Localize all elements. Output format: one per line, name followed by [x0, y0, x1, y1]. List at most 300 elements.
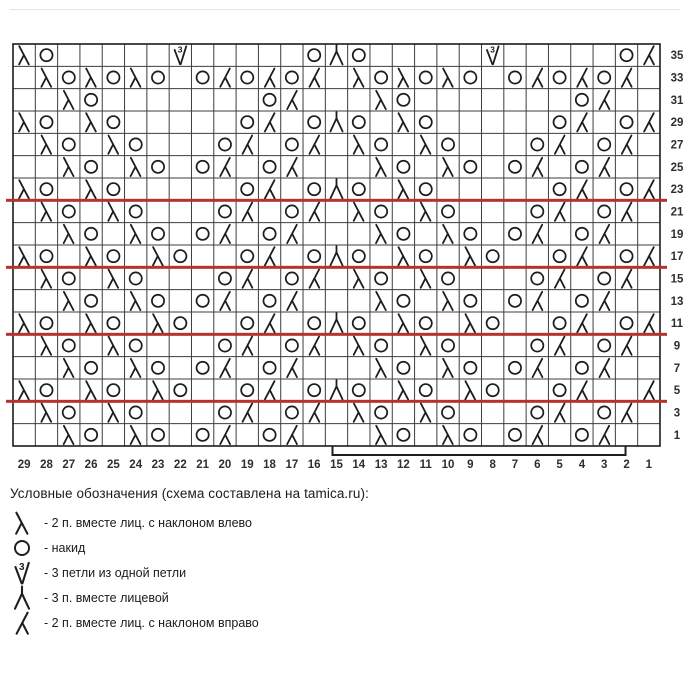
yarn-over-circle-glyph — [219, 272, 231, 284]
lambda-left-decrease-glyph — [443, 359, 453, 377]
three-together-spike-glyph — [330, 313, 342, 332]
yarn-over-circle-glyph — [219, 406, 231, 418]
yarn-over-circle-glyph — [620, 250, 632, 262]
lambda-left-decrease-glyph — [19, 381, 29, 399]
yarn-over-circle-glyph — [576, 429, 588, 441]
lambda-left-decrease-glyph — [153, 381, 163, 399]
lambda-right-decrease-glyph — [17, 612, 28, 633]
legend-item-label: - 2 п. вместе лиц. с наклоном влево — [44, 515, 253, 530]
lambda-right-decrease-glyph — [309, 269, 319, 287]
lambda-right-decrease-glyph — [220, 359, 230, 377]
chart-symbols — [19, 44, 654, 444]
yarn-over-circle-glyph — [553, 71, 565, 83]
yarn-over-circle-glyph — [241, 250, 253, 262]
yarn-over-circle-glyph — [576, 161, 588, 173]
yarn-over-circle-glyph — [85, 362, 97, 374]
lambda-right-decrease-glyph — [622, 403, 632, 421]
yarn-over-circle-glyph — [286, 71, 298, 83]
lambda-left-decrease-glyph — [354, 269, 364, 287]
lambda-right-decrease-glyph — [622, 202, 632, 220]
lambda-right-decrease-glyph — [243, 202, 253, 220]
yarn-over-circle-glyph — [85, 295, 97, 307]
k2tog-left-icon — [10, 510, 44, 536]
lambda-right-decrease-glyph — [220, 225, 230, 243]
yarn-over-circle-glyph — [487, 250, 499, 262]
v-with-3 — [10, 560, 38, 586]
k3tog-icon — [10, 585, 44, 611]
lambda-left-decrease-glyph — [86, 314, 96, 332]
column-number: 18 — [263, 458, 276, 471]
lambda-right-decrease-glyph — [265, 113, 275, 131]
lambda-right-decrease-glyph — [287, 225, 297, 243]
yarn-over-circle-glyph — [553, 250, 565, 262]
yarn-over-circle-glyph — [152, 429, 164, 441]
yarn-over-circle-glyph — [553, 317, 565, 329]
lambda-left-decrease-glyph — [108, 269, 118, 287]
yarn-over-circle-glyph — [152, 228, 164, 240]
legend-item-label: - накид — [44, 540, 86, 555]
row-numbers — [671, 50, 684, 442]
yarn-over-circle-glyph — [308, 317, 320, 329]
lambda-right-decrease-glyph — [577, 247, 587, 265]
lambda-left-decrease-glyph — [19, 46, 29, 64]
yarn-over-circle-glyph — [420, 317, 432, 329]
lambda-left-decrease-glyph — [86, 113, 96, 131]
column-number: 9 — [467, 458, 474, 471]
yarn-over-circle-glyph — [420, 71, 432, 83]
yarn-over-circle-glyph — [152, 161, 164, 173]
column-number: 8 — [489, 458, 496, 471]
column-number: 27 — [62, 458, 76, 471]
yarn-over-circle-glyph — [241, 317, 253, 329]
lambda-right-decrease-glyph — [622, 336, 632, 354]
svg-text:3: 3 — [490, 44, 495, 55]
v-with-3-glyph — [487, 44, 499, 64]
column-number: 1 — [645, 458, 653, 471]
lambda-right-decrease-glyph — [644, 314, 654, 332]
yarn-over-circle-glyph — [442, 339, 454, 351]
yarn-over-circle-glyph — [598, 406, 610, 418]
yarn-over-circle-glyph — [487, 384, 499, 396]
legend-item — [10, 510, 570, 535]
lambda-left-decrease-glyph — [354, 336, 364, 354]
three-from-one-icon — [10, 560, 44, 586]
k2tog-right-icon — [10, 610, 44, 636]
legend-item — [10, 560, 570, 585]
yarn-over-circle-glyph — [152, 295, 164, 307]
yarn-over-circle-glyph — [152, 71, 164, 83]
column-number: 22 — [173, 458, 187, 471]
column-number: 11 — [419, 458, 432, 471]
column-number: 12 — [397, 458, 410, 471]
yarn-over-circle-glyph — [464, 295, 476, 307]
yarn-over-circle-glyph — [397, 161, 409, 173]
lambda-right-decrease-glyph — [243, 269, 253, 287]
yarn-over-circle-glyph — [63, 205, 75, 217]
yarn-over-circle-glyph — [197, 362, 209, 374]
yarn-over-circle-glyph — [219, 138, 231, 150]
yarn-over-circle-glyph — [442, 406, 454, 418]
yarn-over-circle-glyph — [308, 116, 320, 128]
yarn-over-circle-glyph — [263, 228, 275, 240]
yarn-over-circle-glyph — [598, 339, 610, 351]
yarn-over-circle-glyph — [531, 272, 543, 284]
yarn-over-circle-glyph — [353, 183, 365, 195]
lambda-left-decrease-glyph — [108, 403, 118, 421]
column-number: 14 — [352, 458, 366, 471]
yarn-over-circle-glyph — [130, 272, 142, 284]
yarn-over-circle-glyph — [63, 71, 75, 83]
lambda-left-decrease-glyph — [86, 247, 96, 265]
column-number: 10 — [441, 458, 455, 471]
yarn-over-circle-glyph — [620, 116, 632, 128]
row-number: 13 — [670, 295, 684, 308]
lambda-right-decrease-glyph — [309, 202, 319, 220]
yarn-over-circle-glyph — [375, 71, 387, 83]
lambda-left-decrease-glyph — [41, 403, 51, 421]
yarn-over-circle-glyph — [263, 429, 275, 441]
lambda-right-decrease-glyph — [622, 68, 632, 86]
yarn-over-circle-glyph — [531, 205, 543, 217]
lambda-right-decrease-glyph — [220, 158, 230, 176]
lambda-left-decrease-glyph — [41, 336, 51, 354]
yarn-over-circle-glyph — [353, 49, 365, 61]
column-number: 7 — [511, 458, 519, 471]
lambda-right-decrease-glyph — [600, 158, 610, 176]
column-number: 17 — [285, 458, 299, 471]
yarn-over-circle-glyph — [464, 429, 476, 441]
legend — [10, 486, 570, 635]
yarn-over-circle-glyph — [286, 272, 298, 284]
lambda-left-decrease-glyph — [398, 180, 408, 198]
lambda-left-decrease-glyph — [64, 225, 74, 243]
lambda-left-decrease-glyph — [86, 68, 96, 86]
legend-item — [10, 585, 570, 610]
yarn-over-circle-glyph — [620, 183, 632, 195]
lambda-right-decrease — [10, 610, 38, 636]
lambda-left-decrease-glyph — [131, 426, 141, 444]
row-number: 15 — [670, 273, 684, 286]
lambda-left-decrease-glyph — [41, 202, 51, 220]
yarn-over-circle-glyph — [40, 116, 52, 128]
lambda-left-decrease-glyph — [153, 314, 163, 332]
lambda-left-decrease-glyph — [354, 403, 364, 421]
lambda-right-decrease-glyph — [600, 91, 610, 109]
lambda-left-decrease-glyph — [376, 158, 386, 176]
three-together-spike-glyph — [330, 246, 342, 265]
legend-item — [10, 535, 570, 560]
yarn-over-circle-glyph — [197, 228, 209, 240]
yarn-over-circle-glyph — [464, 71, 476, 83]
yarn-over-circle-glyph — [308, 384, 320, 396]
lambda-left-decrease-glyph — [421, 135, 431, 153]
yarn-over-circle-glyph — [63, 339, 75, 351]
yarn-over-circle-glyph — [197, 161, 209, 173]
column-number: 20 — [218, 458, 232, 471]
yarn-over-circle-glyph — [598, 138, 610, 150]
lambda-left-decrease-glyph — [64, 91, 74, 109]
lambda-left-decrease — [10, 510, 38, 536]
lambda-left-decrease-glyph — [376, 91, 386, 109]
yarn-over-circle-glyph — [63, 272, 75, 284]
legend-item-label: - 2 п. вместе лиц. с наклоном вправо — [44, 615, 259, 630]
lambda-right-decrease-glyph — [265, 68, 275, 86]
yarn-over-circle-glyph — [531, 339, 543, 351]
lambda-right-decrease-glyph — [600, 359, 610, 377]
three-together-spike-glyph — [330, 45, 342, 64]
red-line — [6, 266, 667, 269]
yarn-over-circle-glyph — [40, 384, 52, 396]
yarn-over-circle — [10, 535, 38, 561]
yarn-over-circle-glyph — [85, 429, 97, 441]
yarn-over-circle-glyph — [397, 362, 409, 374]
lambda-left-decrease-glyph — [421, 403, 431, 421]
three-together-spike-glyph — [15, 586, 29, 608]
yarn-over-circle-glyph — [442, 138, 454, 150]
yarn-over-circle-glyph — [197, 429, 209, 441]
lambda-right-decrease-glyph — [309, 403, 319, 421]
yarn-over-circle-glyph — [464, 362, 476, 374]
column-number: 28 — [40, 458, 53, 471]
lambda-right-decrease-glyph — [555, 336, 565, 354]
yarn-over-circle-glyph — [420, 250, 432, 262]
lambda-right-decrease-glyph — [309, 336, 319, 354]
lambda-right-decrease-glyph — [243, 403, 253, 421]
lambda-left-decrease-glyph — [64, 292, 74, 310]
yarn-over-icon — [10, 535, 44, 561]
lambda-right-decrease-glyph — [644, 247, 654, 265]
yarn-over-circle-glyph — [286, 406, 298, 418]
yarn-over-circle-glyph — [598, 272, 610, 284]
lambda-left-decrease-glyph — [465, 381, 475, 399]
yarn-over-circle-glyph — [509, 429, 521, 441]
lambda-left-decrease-glyph — [131, 292, 141, 310]
yarn-over-circle-glyph — [308, 183, 320, 195]
lambda-left-decrease-glyph — [41, 68, 51, 86]
svg-text:3: 3 — [19, 561, 25, 573]
lambda-right-decrease-glyph — [644, 381, 654, 399]
red-repeat-lines — [6, 199, 667, 403]
yarn-over-circle-glyph — [85, 94, 97, 106]
yarn-over-circle-glyph — [420, 384, 432, 396]
yarn-over-circle-glyph — [509, 295, 521, 307]
yarn-over-circle-glyph — [598, 205, 610, 217]
lambda-right-decrease-glyph — [533, 292, 543, 310]
yarn-over-circle-glyph — [375, 406, 387, 418]
lambda-right-decrease-glyph — [243, 336, 253, 354]
yarn-over-circle-glyph — [152, 362, 164, 374]
yarn-over-circle-glyph — [40, 183, 52, 195]
lambda-left-decrease-glyph — [376, 359, 386, 377]
red-line — [6, 400, 667, 403]
yarn-over-circle-glyph — [353, 384, 365, 396]
yarn-over-circle-glyph — [375, 138, 387, 150]
red-line — [6, 333, 667, 336]
lambda-right-decrease-glyph — [644, 113, 654, 131]
v-with-3-glyph — [175, 44, 187, 64]
yarn-over-circle-glyph — [219, 339, 231, 351]
yarn-over-circle-glyph — [553, 384, 565, 396]
row-number: 31 — [670, 94, 684, 107]
row-number: 11 — [670, 318, 684, 331]
yarn-over-circle-glyph — [620, 317, 632, 329]
lambda-right-decrease-glyph — [220, 426, 230, 444]
lambda-right-decrease-glyph — [577, 314, 587, 332]
lambda-right-decrease-glyph — [309, 68, 319, 86]
yarn-over-circle-glyph — [531, 406, 543, 418]
lambda-right-decrease-glyph — [220, 68, 230, 86]
yarn-over-circle-glyph — [442, 205, 454, 217]
column-number: 24 — [129, 458, 143, 471]
yarn-over-circle-glyph — [241, 183, 253, 195]
lambda-right-decrease-glyph — [555, 269, 565, 287]
yarn-over-circle-glyph — [174, 384, 186, 396]
yarn-over-circle-glyph — [174, 317, 186, 329]
lambda-right-decrease-glyph — [622, 135, 632, 153]
three-together-spike-glyph — [330, 112, 342, 131]
yarn-over-circle-glyph — [464, 161, 476, 173]
yarn-over-circle-glyph — [353, 116, 365, 128]
column-number: 6 — [534, 458, 541, 471]
yarn-over-circle-glyph — [286, 138, 298, 150]
yarn-over-circle-glyph — [107, 116, 119, 128]
lambda-left-decrease-glyph — [108, 202, 118, 220]
yarn-over-circle-glyph — [197, 71, 209, 83]
yarn-over-circle-glyph — [576, 228, 588, 240]
lambda-right-decrease-glyph — [243, 135, 253, 153]
lambda-right-decrease-glyph — [533, 158, 543, 176]
yarn-over-circle-glyph — [286, 339, 298, 351]
column-number: 26 — [84, 458, 98, 471]
lambda-left-decrease-glyph — [398, 68, 408, 86]
v-with-3-glyph — [15, 561, 28, 583]
lambda-right-decrease-glyph — [555, 403, 565, 421]
row-number: 33 — [670, 72, 684, 85]
yarn-over-circle-glyph — [286, 205, 298, 217]
lambda-right-decrease-glyph — [265, 381, 275, 399]
yarn-over-circle-glyph — [130, 406, 142, 418]
lambda-left-decrease-glyph — [398, 247, 408, 265]
lambda-right-decrease-glyph — [600, 292, 610, 310]
lambda-right-decrease-glyph — [265, 314, 275, 332]
yarn-over-circle-glyph — [219, 205, 231, 217]
lambda-right-decrease-glyph — [533, 68, 543, 86]
column-number: 21 — [196, 458, 210, 471]
row-number: 5 — [673, 385, 681, 398]
lambda-left-decrease-glyph — [354, 202, 364, 220]
yarn-over-circle-glyph — [598, 71, 610, 83]
lambda-left-decrease-glyph — [41, 135, 51, 153]
lambda-left-decrease-glyph — [131, 68, 141, 86]
lambda-left-decrease-glyph — [19, 180, 29, 198]
lambda-right-decrease-glyph — [555, 202, 565, 220]
lambda-right-decrease-glyph — [287, 426, 297, 444]
lambda-right-decrease-glyph — [577, 381, 587, 399]
lambda-left-decrease-glyph — [131, 158, 141, 176]
yarn-over-circle-glyph — [40, 250, 52, 262]
legend-item-label: - 3 п. вместе лицевой — [44, 590, 169, 605]
yarn-over-circle-glyph — [576, 295, 588, 307]
lambda-left-decrease-glyph — [443, 225, 453, 243]
yarn-over-circle-glyph — [197, 295, 209, 307]
column-number: 15 — [330, 458, 343, 471]
lambda-left-decrease-glyph — [443, 68, 453, 86]
lambda-right-decrease-glyph — [555, 135, 565, 153]
yarn-over-circle-glyph — [576, 94, 588, 106]
lambda-left-decrease-glyph — [131, 225, 141, 243]
column-number: 16 — [307, 458, 321, 471]
column-number: 19 — [240, 458, 254, 471]
row-number: 9 — [673, 340, 681, 353]
lambda-left-decrease-glyph — [64, 359, 74, 377]
column-number: 23 — [151, 458, 165, 471]
lambda-left-decrease-glyph — [108, 336, 118, 354]
lambda-right-decrease-glyph — [577, 68, 587, 86]
legend-item-label: - 3 петли из одной петли — [44, 565, 187, 580]
yarn-over-circle-glyph — [442, 272, 454, 284]
lambda-right-decrease-glyph — [533, 225, 543, 243]
lambda-right-decrease-glyph — [622, 269, 632, 287]
legend-title: Условные обозначения (схема составлена на tamica.ru): — [10, 486, 369, 501]
yarn-over-circle-glyph — [263, 161, 275, 173]
lambda-left-decrease-glyph — [86, 381, 96, 399]
yarn-over-circle-glyph — [397, 429, 409, 441]
yarn-over-circle-glyph — [107, 384, 119, 396]
yarn-over-circle-glyph — [308, 49, 320, 61]
row-number: 35 — [670, 50, 684, 63]
yarn-over-circle-glyph — [375, 339, 387, 351]
lambda-left-decrease-glyph — [443, 158, 453, 176]
lambda-left-decrease-glyph — [64, 426, 74, 444]
yarn-over-circle-glyph — [130, 205, 142, 217]
lambda-right-decrease-glyph — [577, 113, 587, 131]
three-together-spike-glyph — [330, 179, 342, 198]
legend-items — [10, 510, 570, 635]
lambda-left-decrease-glyph — [354, 68, 364, 86]
yarn-over-circle-glyph — [553, 116, 565, 128]
column-number: 4 — [578, 458, 586, 471]
yarn-over-circle-glyph — [263, 94, 275, 106]
yarn-over-circle-glyph — [620, 49, 632, 61]
svg-text:3: 3 — [177, 44, 183, 55]
row-number: 17 — [670, 251, 684, 264]
lambda-left-decrease-glyph — [443, 292, 453, 310]
yarn-over-circle-glyph — [40, 317, 52, 329]
lambda-right-decrease-glyph — [287, 158, 297, 176]
yarn-over-circle-glyph — [375, 205, 387, 217]
yarn-over-circle-glyph — [420, 116, 432, 128]
lambda-left-decrease-glyph — [131, 359, 141, 377]
yarn-over-circle-glyph — [107, 317, 119, 329]
yarn-over-circle-glyph — [353, 250, 365, 262]
lambda-right-decrease-glyph — [287, 359, 297, 377]
lambda-left-decrease-glyph — [64, 158, 74, 176]
row-number: 29 — [670, 117, 684, 130]
lambda-left-decrease-glyph — [86, 180, 96, 198]
row-number: 25 — [670, 161, 684, 174]
row-number: 19 — [670, 228, 684, 241]
yarn-over-circle-glyph — [509, 228, 521, 240]
yarn-over-circle-glyph — [553, 183, 565, 195]
lambda-left-decrease-glyph — [376, 292, 386, 310]
yarn-over-circle-glyph — [375, 272, 387, 284]
yarn-over-circle-glyph — [85, 228, 97, 240]
yarn-over-circle-glyph — [509, 362, 521, 374]
yarn-over-circle-glyph — [353, 317, 365, 329]
lambda-right-decrease-glyph — [533, 426, 543, 444]
lambda-left-decrease-glyph — [354, 135, 364, 153]
lambda-left-decrease-glyph — [153, 247, 163, 265]
